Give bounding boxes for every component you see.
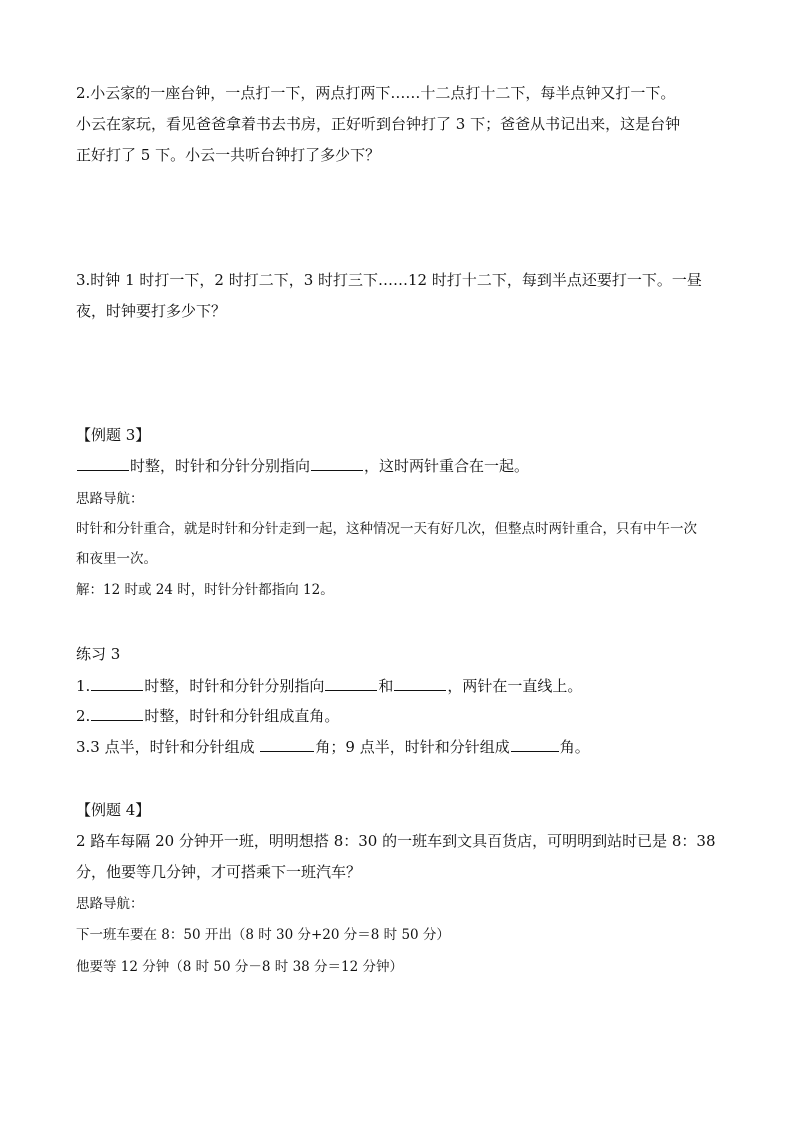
example-4-step-2: 他要等 12 分钟（8 时 50 分－8 时 38 分＝12 分钟） — [76, 959, 404, 975]
practice-3-question-3: 3.3 点半，时针和分针组成 角；9 点半，时针和分针组成 角。 — [76, 738, 590, 756]
example-4-hint-label: 思路导航： — [76, 896, 144, 912]
practice-3-title: 练习 3 — [76, 645, 121, 663]
example-4-title: 【例题 4】 — [76, 801, 151, 819]
answer-blank — [260, 737, 314, 752]
problem-3-line-1: 3.时钟 1 时打一下，2 时打二下，3 时打三下……12 时打十二下，每到半点还要打一下。一昼 — [76, 271, 702, 289]
example-3-hint-label: 思路导航： — [76, 491, 144, 507]
answer-blank — [91, 676, 143, 691]
practice-3-question-2: 2. 时整，时针和分针组成直角。 — [76, 707, 340, 725]
answer-blank — [91, 706, 143, 721]
example-3-explanation-1: 时针和分针重合，就是时针和分针走到一起，这种情况一天有好几次，但整点时两针重合，只有中午一次 — [76, 521, 697, 537]
answer-blank — [325, 676, 377, 691]
answer-blank — [511, 737, 559, 752]
example-4-step-1: 下一班车要在 8：50 开出（8 时 30 分+20 分＝8 时 50 分） — [76, 927, 450, 943]
problem-2-line-1: 2.小云家的一座台钟，一点打一下，两点打两下……十二点打十二下，每半点钟又打一下。 — [76, 84, 676, 102]
problem-2-line-2: 小云在家玩，看见爸爸拿着书去书房，正好听到台钟打了 3 下；爸爸从书记出来，这是台钟 — [76, 115, 681, 133]
answer-blank — [311, 456, 363, 471]
example-3-explanation-2: 和夜里一次。 — [76, 551, 157, 567]
practice-3-question-1: 1. 时整，时针和分针分别指向 和 ，两针在一直线上。 — [76, 677, 583, 695]
example-4-question-1: 2 路车每隔 20 分钟开一班，明明想搭 8：30 的一班车到文具百货店，可明明到站时已是 8：38 — [76, 832, 716, 850]
example-3-title: 【例题 3】 — [76, 426, 151, 444]
answer-blank — [77, 456, 129, 471]
example-3-question: 时整，时针和分针分别指向 ，这时两针重合在一起。 — [76, 456, 529, 476]
problem-2-line-3: 正好打了 5 下。小云一共听台钟打了多少下？ — [76, 146, 381, 164]
answer-blank — [394, 676, 446, 691]
example-4-question-2: 分，他要等几分钟，才可搭乘下一班汽车？ — [76, 863, 362, 881]
example-3-solution: 解：12 时或 24 时，时针分针都指向 12。 — [76, 582, 334, 598]
problem-3-line-2: 夜，时钟要打多少下？ — [76, 302, 227, 320]
